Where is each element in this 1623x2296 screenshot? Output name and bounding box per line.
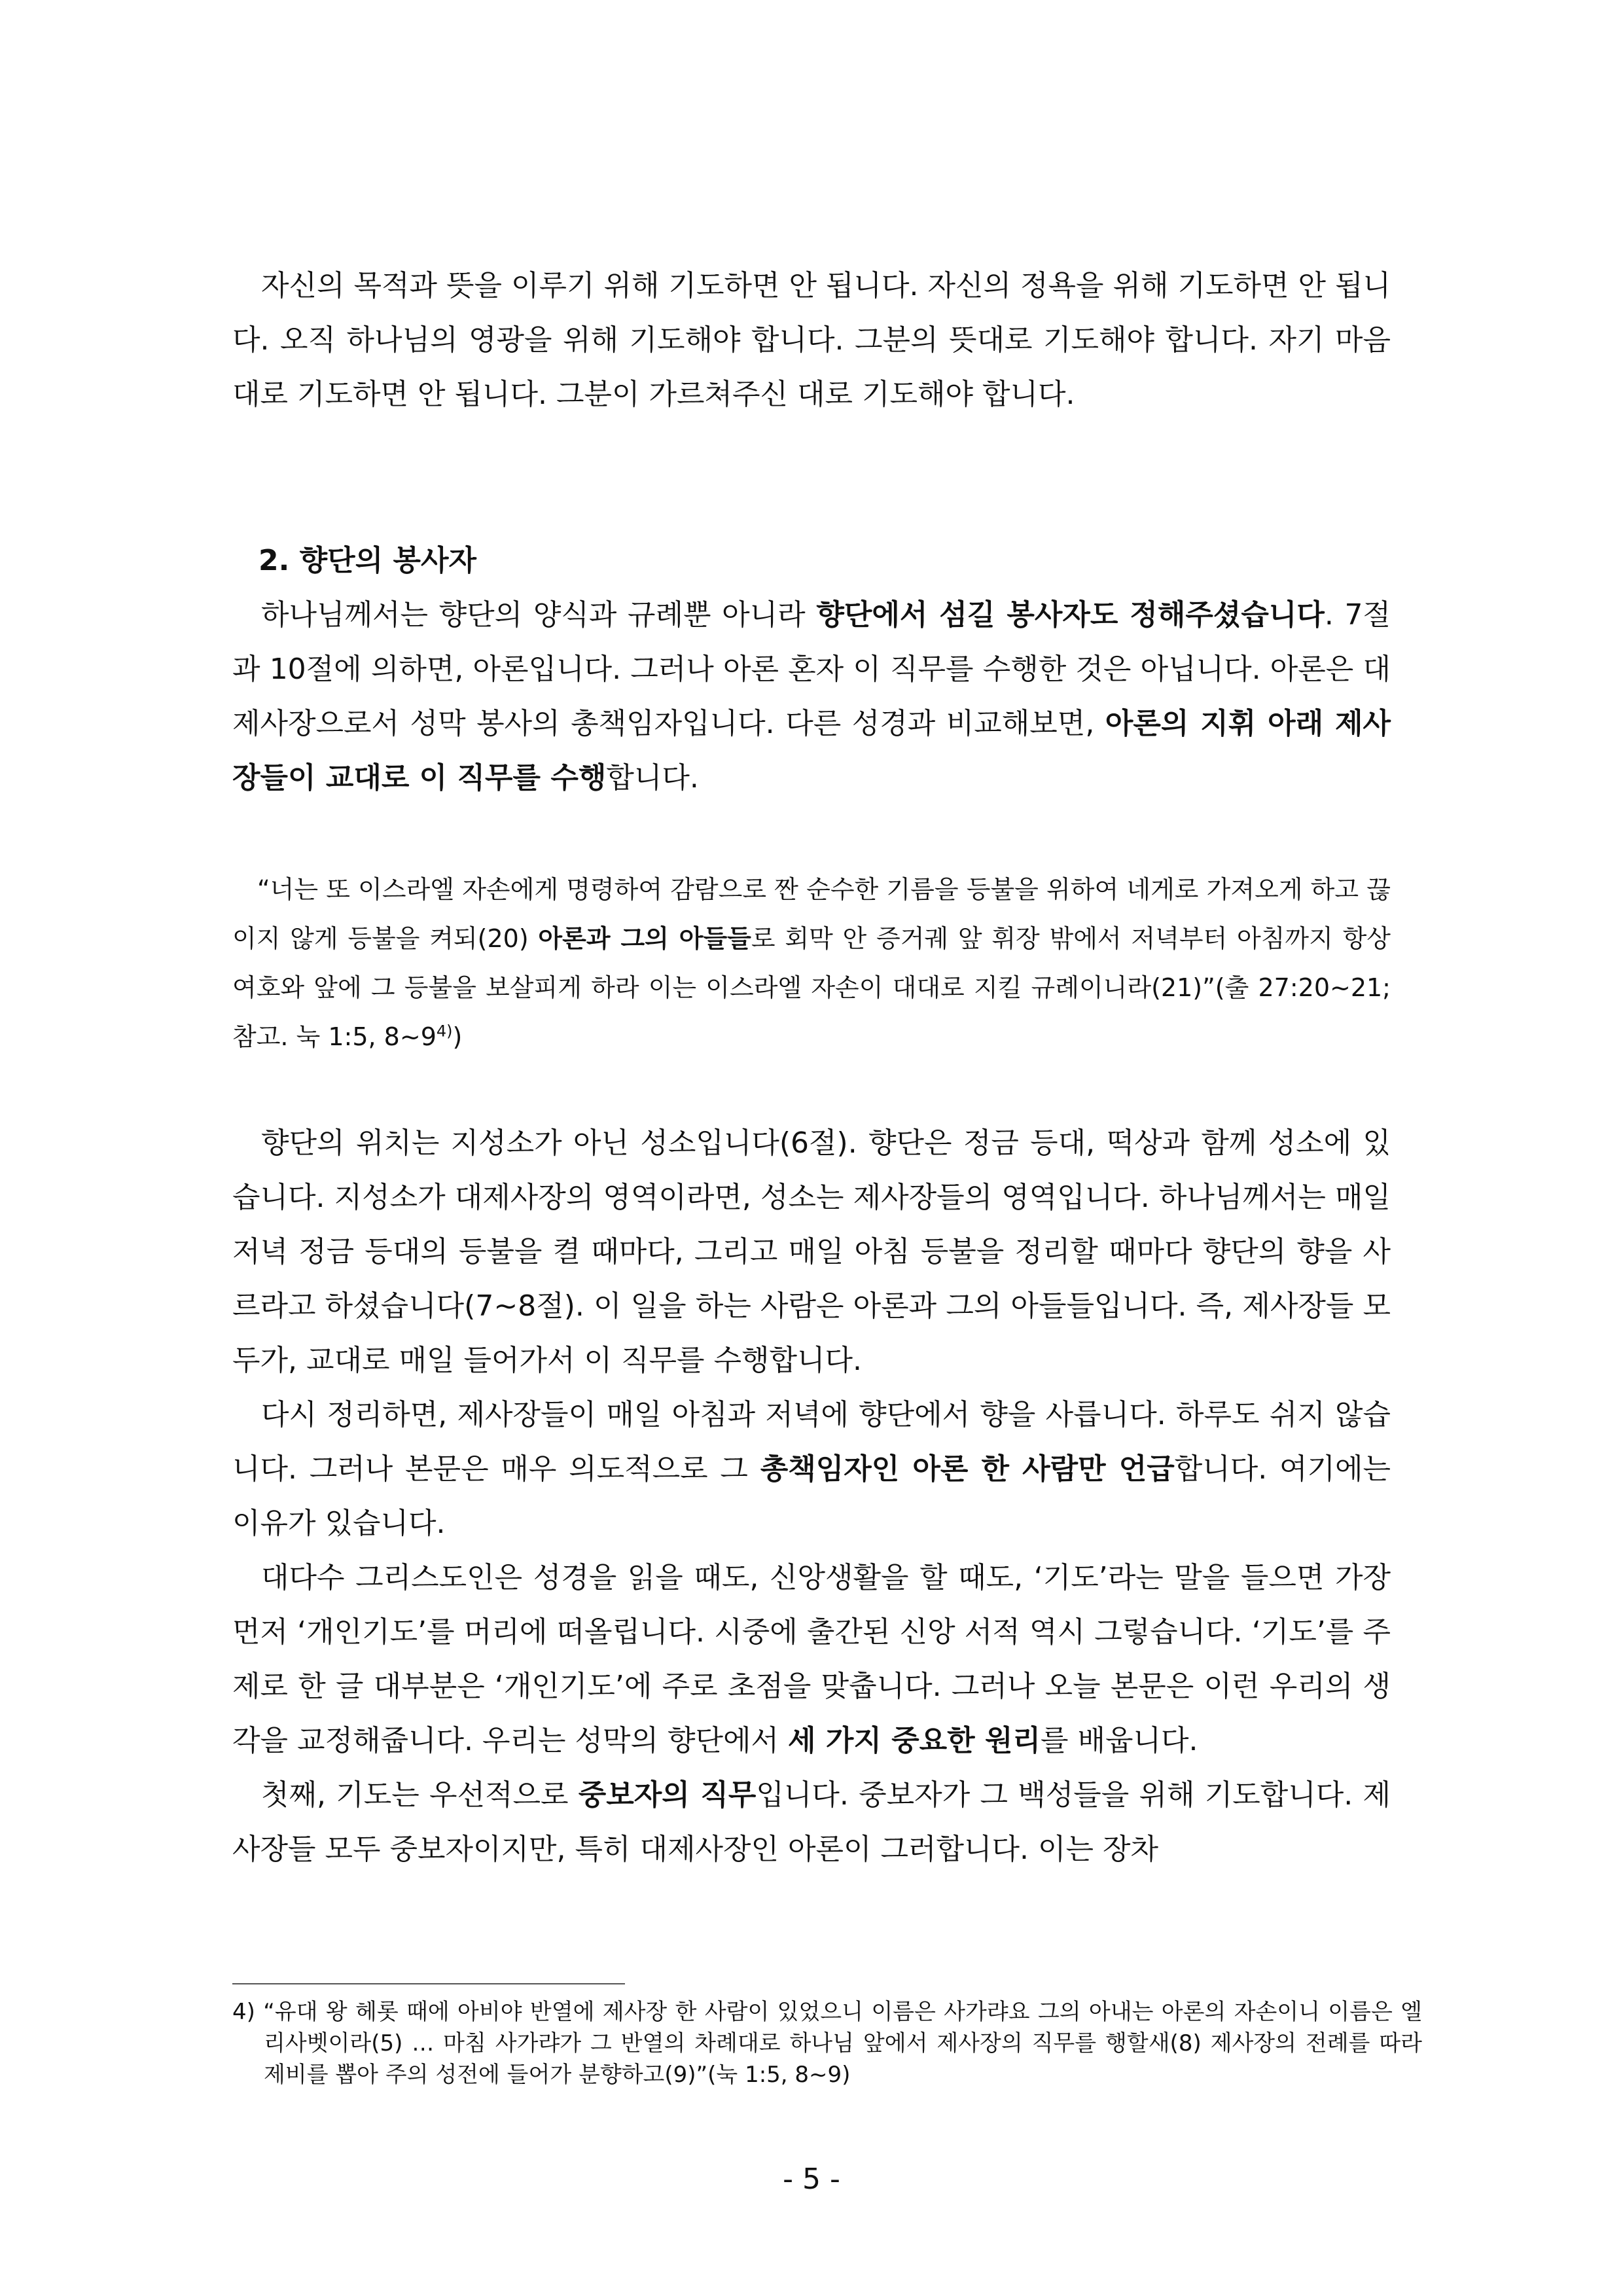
quote-text-3: ) <box>452 1022 463 1051</box>
quote-text-2: 로 회막 안 증거궤 앞 휘장 밖에서 저녁부터 아침까지 항상 여호와 앞에 그 등불을 보살피게 하라 이는 이스라엘 자손이 대대로 지킬 규례이니라(21)”(출 27:20~21; 참고. 눅 1:5, 8~9 <box>232 924 1391 1051</box>
p5-text-1: 첫째, 기도는 우선적으로 <box>261 1778 579 1812</box>
body-paragraph-2: 향단의 위치는 지성소가 아닌 성소입니다(6절). 향단은 정금 등대, 떡상과 함께 성소에 있습니다. 지성소가 대제사장의 영역이라면, 성소는 제사장들의 영역입니다. 하나님께서는 매일 저녁 정금 등대의 등불을 켤 때마다, 그리고 매일 아침 등불을 정리할 때마다 향단의 향을 사르라고 하셨습니다(7~8절). 이 일을 하는 사람은 아론과 그의 아들들입니다. 즉, 제사장들 모두가, 교대로 매일 들어가서 이 직무를 수행합니다. <box>232 1126 1391 1377</box>
section-paragraph-block <box>232 588 1391 805</box>
section-heading-block <box>232 533 1391 588</box>
p1-bold-2: 아론의 지휘 아래 제사장들이 교대로 이 직무를 수행 <box>232 707 1391 795</box>
p4-text-2: 를 배웁니다. <box>1041 1724 1198 1757</box>
p1-bold-1: 향단에서 섬길 봉사자도 정해주셨습니다 <box>816 598 1325 632</box>
footnote-divider <box>232 1983 625 1984</box>
p3-bold-1: 총책임자인 아론 한 사람만 언급 <box>760 1452 1175 1486</box>
footnote: 4) “유대 왕 헤롯 때에 아비야 반열에 제사장 한 사람이 있었으니 이름은 사가랴요 그의 아내는 아론의 자손이니 이름은 엘리사벳이라(5) … 마침 사가랴가 그 반열의 차례대로 하나님 앞에서 제사장의 직무를 행할새(8) 제사장의 전례를 따라 제비를 뽑아 주의 성전에 들어가 분향하고(9)”(눅 1:5, 8~9) <box>232 1999 1422 2088</box>
p1-text-1: 하나님께서는 향단의 양식과 규례뿐 아니라 <box>261 598 817 632</box>
footnote-marker[interactable]: 4) <box>436 1022 453 1041</box>
body-paragraph-4 <box>232 1551 1391 1768</box>
p5-bold-1: 중보자의 직무 <box>578 1778 757 1812</box>
quote-text-1: “너는 또 이스라엘 자손에게 명령하여 감람으로 짠 순수한 기름을 등불을 위하여 네게로 가져오게 하고 끊이지 않게 등불을 켜되(20) <box>232 875 1391 953</box>
quote-paragraph <box>232 865 1391 1062</box>
p3-text-1: 다시 정리하면, 제사장들이 매일 아침과 저녁에 향단에서 향을 사릅니다. 하루도 쉬지 않습니다. 그러나 본문은 매우 의도적으로 그 <box>232 1398 1391 1486</box>
section-heading: 2. 향단의 봉사자 <box>259 544 476 577</box>
section-paragraph-1 <box>232 588 1391 805</box>
p5-text-2: 입니다. 중보자가 그 백성들을 위해 기도합니다. 제사장들 모두 중보자이지만, 특히 대제사장인 아론이 그러합니다. 이는 장차 <box>232 1778 1391 1866</box>
p4-text-1: 대다수 그리스도인은 성경을 읽을 때도, 신앙생활을 할 때도, ‘기도’라는 말을 들으면 가장 먼저 ‘개인기도’를 머리에 떠올립니다. 시중에 출간된 신앙 서적 역시 그렇습니다. ‘기도’를 주제로 한 글 대부분은 ‘개인기도’에 주로 초점을 맞춥니다. 그러나 오늘 본문은 이런 우리의 생각을 교정해줍니다. 우리는 성막의 향단에서 <box>232 1561 1391 1757</box>
p1-text-3: 합니다. <box>606 761 699 795</box>
p1-text-2: . 7절과 10절에 의하면, 아론입니다. 그러나 아론 혼자 이 직무를 수행한 것은 아닙니다. 아론은 대제사장으로서 성막 봉사의 총책임자입니다. 다른 성경과 비교해보면, <box>232 598 1391 740</box>
scripture-quote <box>232 865 1391 1062</box>
p4-bold-1: 세 가지 중요한 원리 <box>788 1724 1041 1757</box>
intro-paragraph: 자신의 목적과 뜻을 이루기 위해 기도하면 안 됩니다. 자신의 정욕을 위해 기도하면 안 됩니다. 오직 하나님의 영광을 위해 기도해야 합니다. 그분의 뜻대로 기도해야 합니다. 자기 마음대로 기도하면 안 됩니다. 그분이 가르쳐주신 대로 기도해야 합니다. <box>232 269 1391 411</box>
p3-text-2: 합니다. 여기에는 이유가 있습니다. <box>232 1452 1391 1540</box>
quote-bold-1: 아론과 그의 아들들 <box>538 924 751 953</box>
page-number: - 5 - <box>783 2162 840 2196</box>
body-paragraph-3 <box>232 1388 1391 1551</box>
body-paragraph-5 <box>232 1768 1391 1876</box>
main-body-block <box>232 1116 1391 1876</box>
intro-block <box>232 259 1391 422</box>
